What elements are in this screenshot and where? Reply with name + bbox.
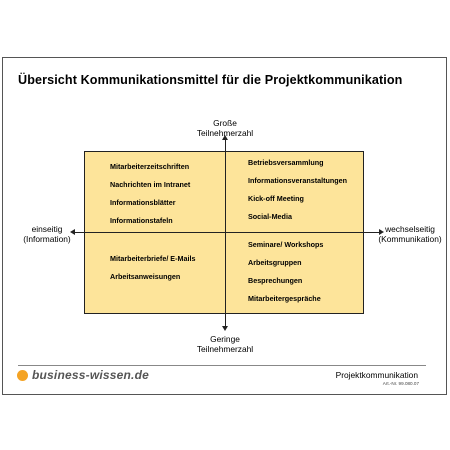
list-item: Betriebsversammlung bbox=[248, 158, 324, 167]
quadrant-bottom-left bbox=[110, 254, 195, 290]
footer-divider bbox=[18, 365, 426, 366]
axis-label-right-line2: (Kommunikation) bbox=[378, 234, 442, 244]
quadrant-bottom-right bbox=[248, 240, 323, 312]
list-item: Informationsveranstaltungen bbox=[248, 176, 348, 185]
quadrant-top-right bbox=[248, 158, 347, 230]
list-item: Informationsblätter bbox=[110, 198, 176, 207]
logo-text: business-wissen.de bbox=[32, 368, 149, 382]
page-title: Übersicht Kommunikationsmittel für die Projektkommunikation bbox=[18, 73, 403, 87]
quadrant-top-left bbox=[110, 162, 190, 234]
axis-label-top-line2: Teilnehmerzahl bbox=[196, 128, 254, 138]
list-item: Nachrichten im Intranet bbox=[110, 180, 191, 189]
list-item: Informationstafeln bbox=[110, 216, 173, 225]
axis-label-top bbox=[175, 118, 275, 138]
list-item: Mitarbeiterbriefe/ E-Mails bbox=[110, 254, 196, 263]
axis-label-left-line1: einseitig bbox=[31, 224, 63, 234]
axis-label-bottom-line2: Teilnehmerzahl bbox=[196, 344, 254, 354]
article-number: Art.-Nr. 99.080.07 bbox=[382, 381, 419, 386]
list-item: Arbeitsanweisungen bbox=[110, 272, 181, 281]
axis-label-bottom bbox=[175, 334, 275, 354]
list-item: Seminare/ Workshops bbox=[248, 240, 324, 249]
list-item: Besprechungen bbox=[248, 276, 303, 285]
list-item: Arbeitsgruppen bbox=[248, 258, 302, 267]
list-item: Mitarbeiterzeitschriften bbox=[110, 162, 190, 171]
axis-label-top-line1: Große bbox=[213, 118, 237, 128]
list-item: Mitarbeitergespräche bbox=[248, 294, 321, 303]
list-item: Social-Media bbox=[248, 212, 292, 221]
brand-logo bbox=[17, 368, 149, 382]
axis-label-right bbox=[370, 224, 450, 244]
footer-title: Projektkommunikation bbox=[335, 370, 418, 380]
axis-label-right-line1: wechselseitig bbox=[385, 224, 435, 234]
arrow-down-icon bbox=[222, 326, 228, 331]
logo-dot-icon bbox=[17, 370, 28, 381]
vertical-axis bbox=[225, 138, 226, 328]
axis-label-bottom-line1: Geringe bbox=[210, 334, 240, 344]
axis-label-left-line2: (Information) bbox=[23, 234, 71, 244]
list-item: Kick-off Meeting bbox=[248, 194, 304, 203]
axis-label-left bbox=[12, 224, 82, 244]
